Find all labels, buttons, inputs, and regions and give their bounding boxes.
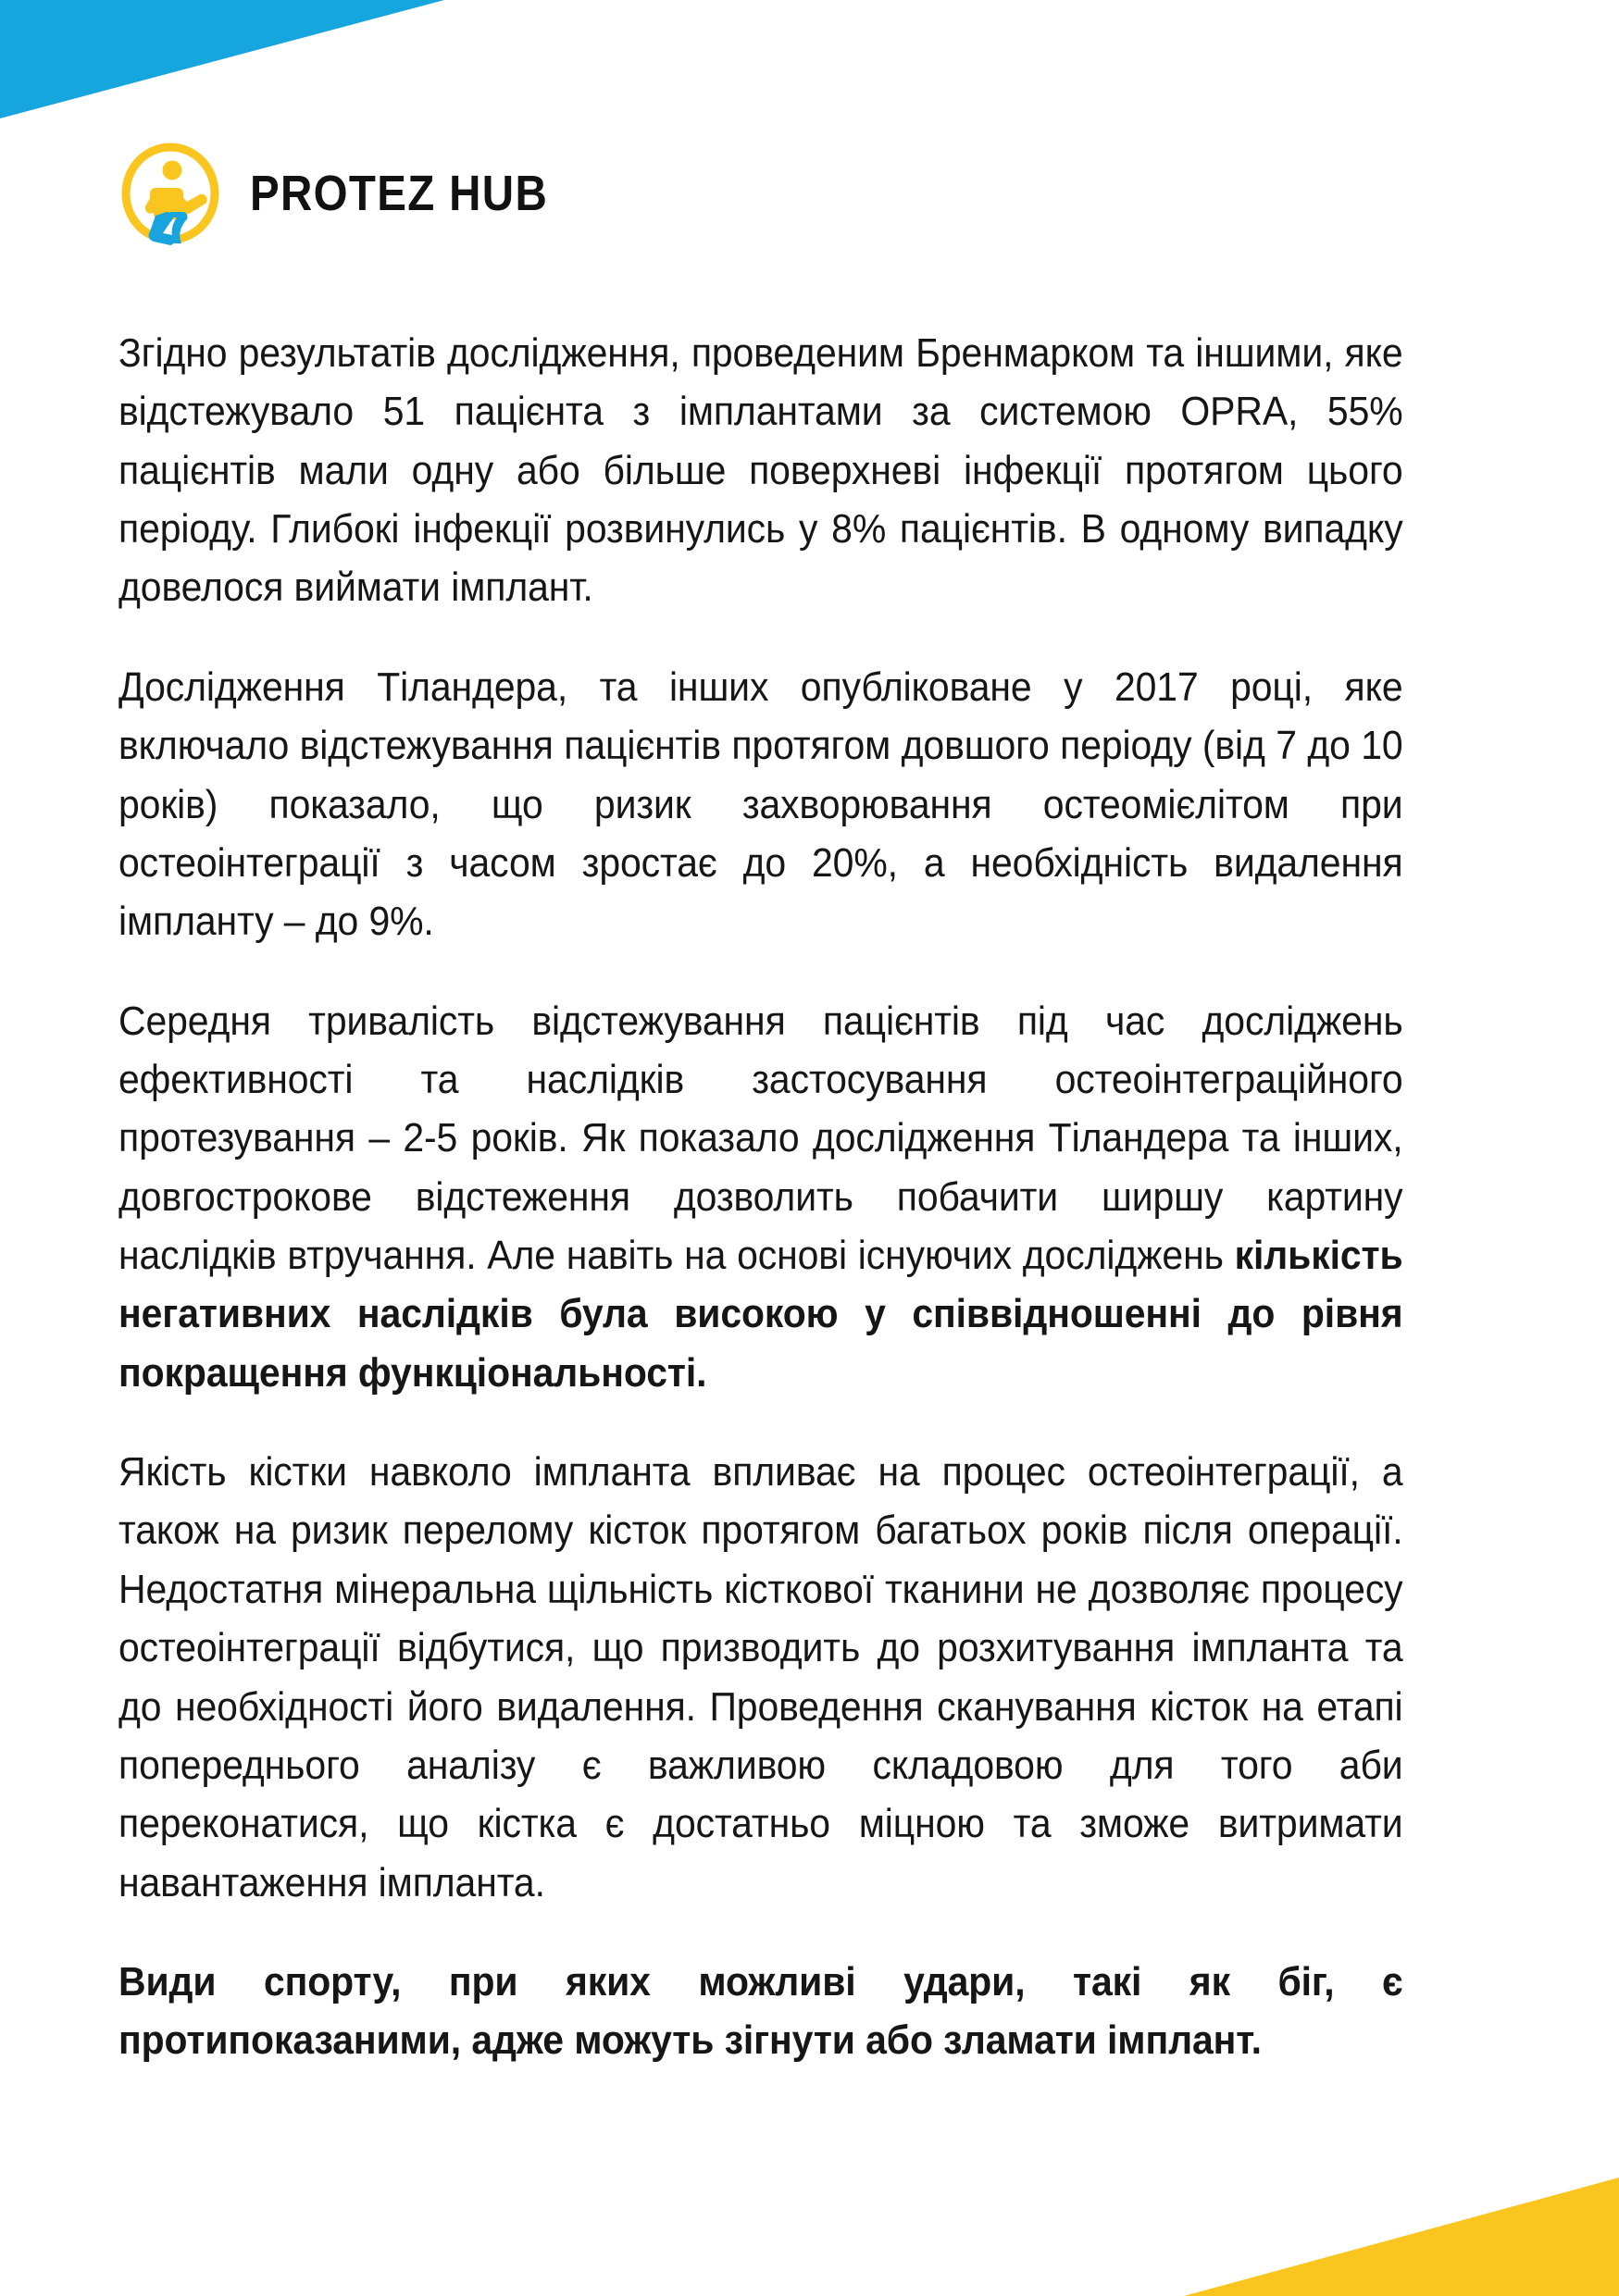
paragraph-1 — [118, 324, 1403, 617]
top-left-blue-corner-decoration — [0, 0, 444, 118]
document-body — [118, 324, 1500, 2070]
brand-header — [118, 142, 589, 245]
paragraph-3 — [118, 992, 1403, 1403]
paragraph-5-text-bold: Види спорту, при яких можливі удари, такі як біг, є протипоказаними, адже можуть зігнути або зламати імплант. — [118, 1958, 1403, 2064]
brand-title: PROTEZ HUB — [250, 166, 549, 221]
paragraph-4-text: Якість кістки навколо імпланта впливає на процес остеоінтеграції, а також на ризик перелому кісток протягом багатьох років після операції. Недостатня мінеральна щільність кісткової тканини не дозволяє процесу остеоінтеграції відбутися, що призводить до розхитування імпланта та до необхідності його видалення. Проведення сканування кісток на етапі попереднього аналізу є важливою складовою для того аби переконатися, що кістка є достатньо міцною та зможе витримати навантаження імпланта. — [118, 1449, 1403, 1905]
paragraph-2-text: Дослідження Тіландера, та інших опубліковане у 2017 році, яке включало відстежування пацієнтів протягом довшого періоду (від 7 до 10 років) показало, що ризик захворювання остеомієлітом при остеоінтеграції з часом зростає до 20%, а необхідність видалення імпланту – до 9%. — [118, 664, 1403, 945]
paragraph-3-text-regular: Середня тривалість відстежування пацієнтів під час досліджень ефективності та наслідків застосування остеоінтеграційного протезування – 2-5 років. Як показало дослідження Тіландера та інших, довгострокове відстеження дозволить побачити ширшу картину наслідків втручання. Але навіть на основі існуючих досліджень — [118, 998, 1403, 1279]
running-person-prosthesis-icon — [118, 142, 222, 245]
paragraph-4 — [118, 1443, 1403, 1912]
paragraph-1-text: Згідно результатів дослідження, проведеним Бренмарком та іншими, яке відстежувало 51 пацієнта з імплантами за системою OPRA, 55% пацієнтів мали одну або більше поверхневі інфекції протягом цього періоду. Глибокі інфекції розвинулись у 8% пацієнтів. В одному випадку довелося виймати імплант. — [118, 330, 1403, 611]
paragraph-2 — [118, 658, 1403, 951]
paragraph-3-text-bold: кількість негативних наслідків була високою у співвідношенні до рівня покращення функціональності. — [118, 1233, 1403, 1396]
bottom-right-yellow-corner-decoration — [1184, 2178, 1619, 2296]
paragraph-5 — [118, 1953, 1403, 2070]
